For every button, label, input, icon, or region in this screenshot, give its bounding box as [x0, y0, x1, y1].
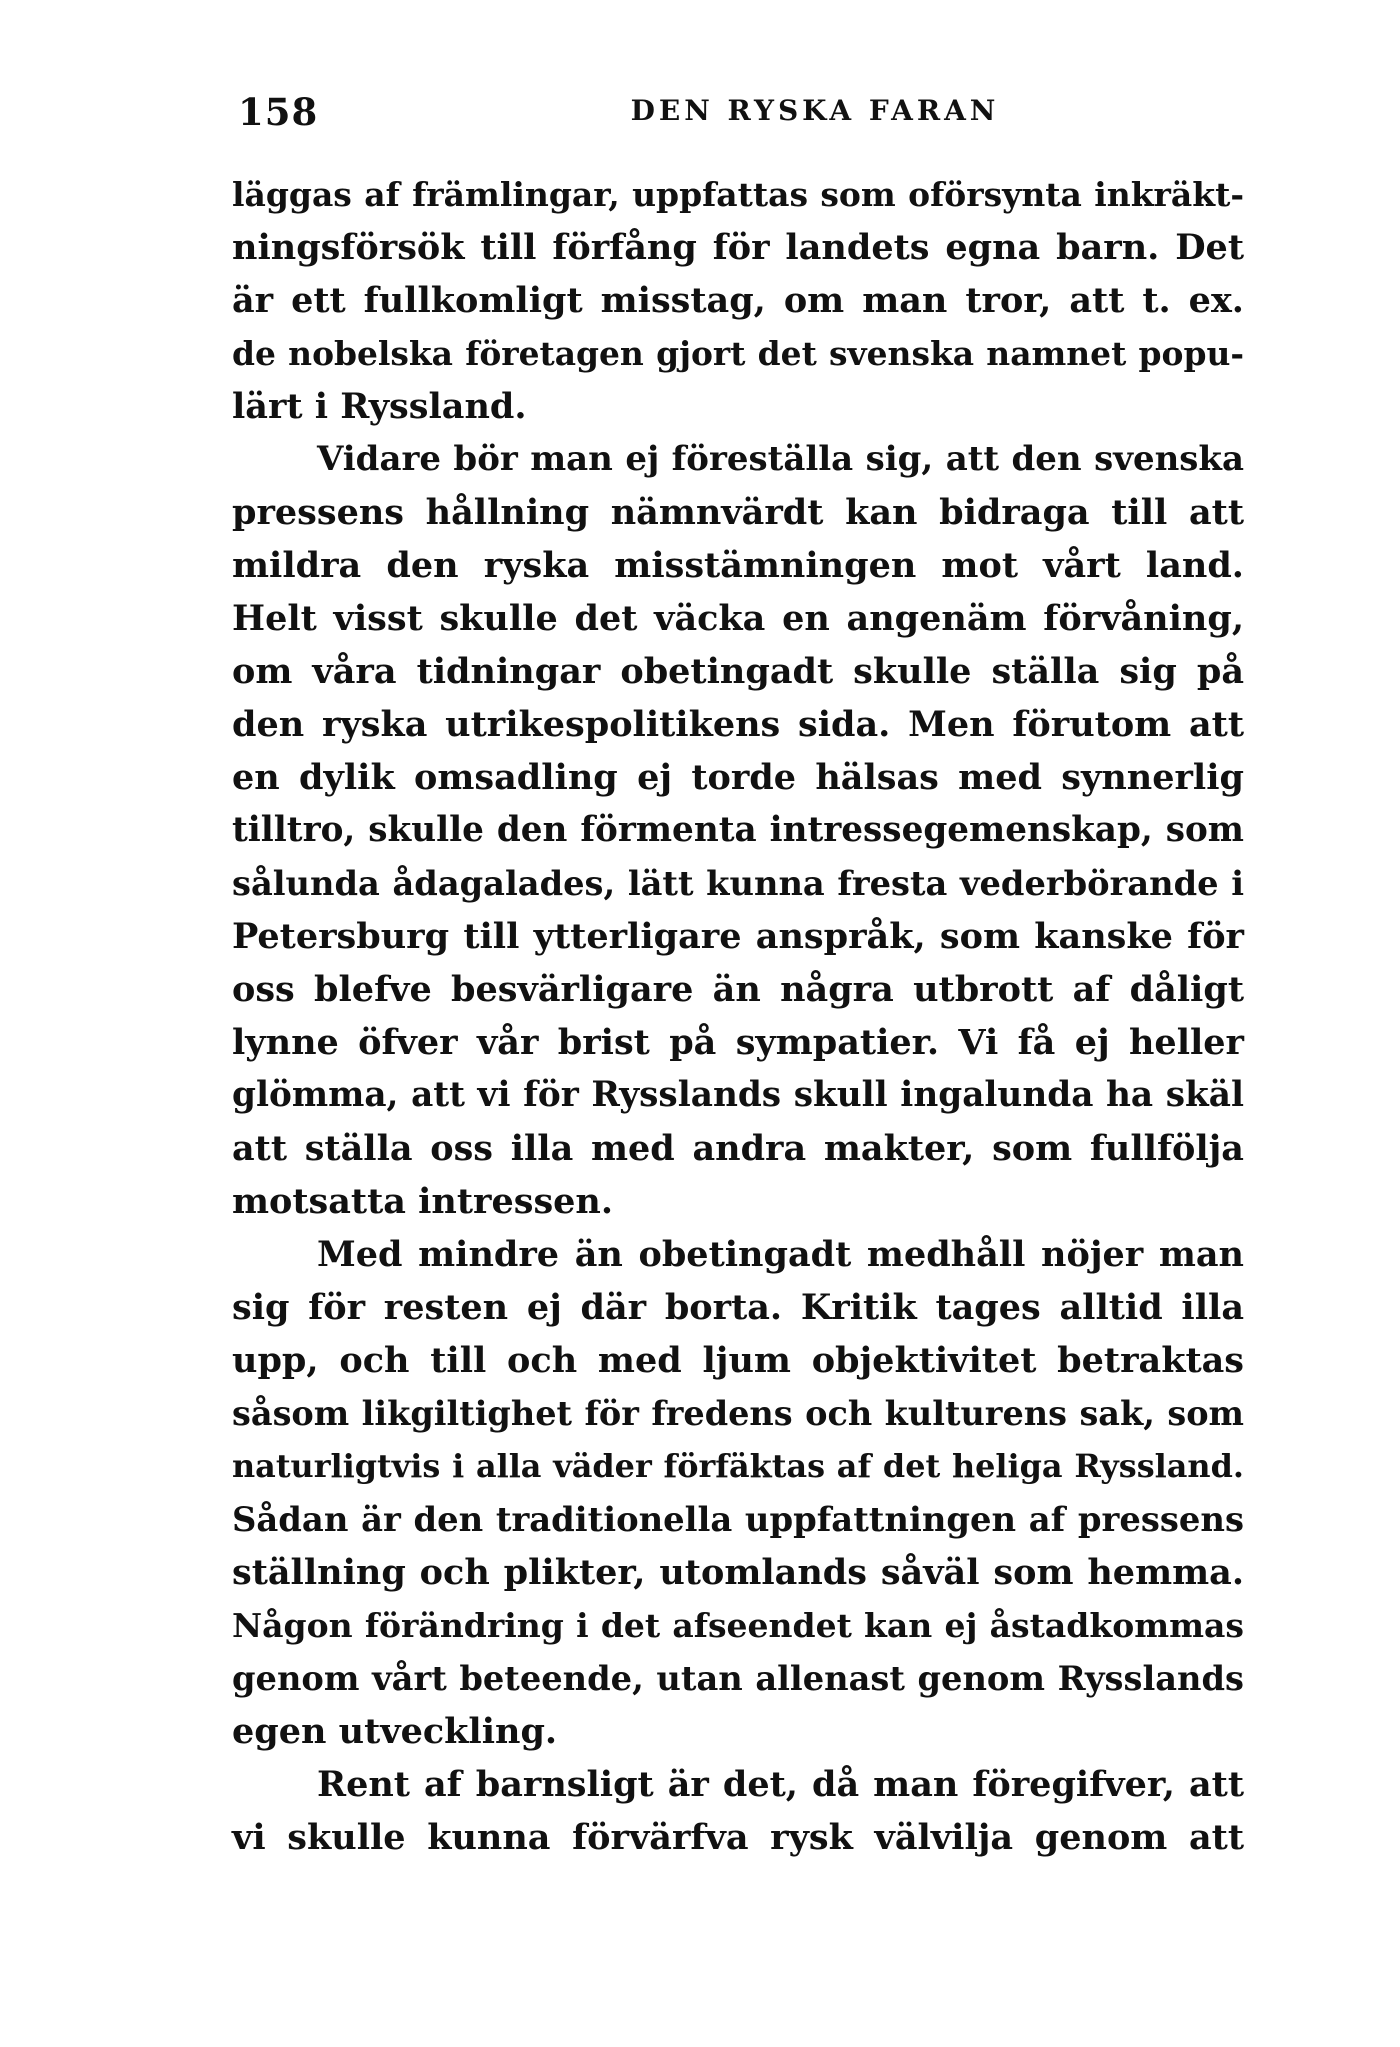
text-line: glömma, att vi för Rysslands skull ingalunda ha skäl — [232, 1075, 1244, 1115]
text-line: Sådan är den traditionella uppfattningen af pressens — [232, 1499, 1244, 1539]
text-line: en dylik omsadling ej torde hälsas med synnerlig — [232, 757, 1244, 798]
text-line: mildra den ryska misstämningen mot vårt land. — [232, 545, 1244, 586]
text-line: naturligtvis i alla väder förfäktas af det heliga Ryssland. — [232, 1447, 1244, 1485]
text-line: lärt i Ryssland. — [232, 386, 527, 427]
text-line: att ställa oss illa med andra makter, som fullfölja — [232, 1128, 1244, 1169]
text-line: tilltro, skulle den förmenta intressegemenskap, som — [232, 810, 1244, 850]
body-text — [232, 168, 1244, 1864]
text-line: vi skulle kunna förvärfva rysk välvilja genom att — [232, 1817, 1244, 1858]
text-line: Vidare bör man ej föreställa sig, att den svenska — [317, 439, 1244, 479]
text-line: om våra tidningar obetingadt skulle ställa sig på — [232, 651, 1244, 692]
text-line: Petersburg till ytterligare anspråk, som kanske för — [232, 916, 1244, 957]
text-line: sålunda ådagalades, lätt kunna fresta vederbörande i — [232, 863, 1244, 903]
text-line: Rent af barnsligt är det, då man föregifver, att — [317, 1764, 1244, 1805]
text-line: läggas af främlingar, uppfattas som oförsynta inkräkt- — [232, 175, 1244, 214]
text-line: ningsförsök till förfång för landets egna barn. Det — [232, 227, 1244, 268]
text-line: Någon förändring i det afseendet kan ej åstadkommas — [232, 1606, 1244, 1645]
text-line: egen utveckling. — [232, 1711, 558, 1752]
text-line: oss blefve besvärligare än några utbrott af dåligt — [232, 969, 1244, 1010]
text-line: lynne öfver vår brist på sympatier. Vi få ej heller — [232, 1022, 1244, 1063]
page-number: 158 — [238, 90, 319, 134]
text-line: upp, och till och med ljum objektivitet betraktas — [232, 1340, 1244, 1381]
text-line: de nobelska företagen gjort det svenska namnet popu- — [232, 334, 1244, 373]
text-line: genom vårt beteende, utan allenast genom Rysslands — [232, 1658, 1244, 1698]
running-head — [238, 90, 1242, 140]
text-line: Helt visst skulle det väcka en angenäm förvåning, — [232, 598, 1244, 639]
text-line: den ryska utrikespolitikens sida. Men förutom att — [232, 704, 1244, 745]
text-line: såsom likgiltighet för fredens och kulturens sak, som — [232, 1394, 1244, 1433]
text-line: ställning och plikter, utomlands såväl som hemma. — [232, 1552, 1244, 1593]
text-line: Med mindre än obetingadt medhåll nöjer man — [317, 1234, 1244, 1275]
text-line: motsatta intressen. — [232, 1181, 614, 1222]
running-title: DEN RYSKA FARAN — [630, 94, 1000, 127]
text-line: är ett fullkomligt misstag, om man tror, att t. ex. — [232, 280, 1244, 321]
text-line: pressens hållning nämnvärdt kan bidraga till att — [232, 492, 1244, 533]
text-line: sig för resten ej där borta. Kritik tages alltid illa — [232, 1287, 1244, 1328]
